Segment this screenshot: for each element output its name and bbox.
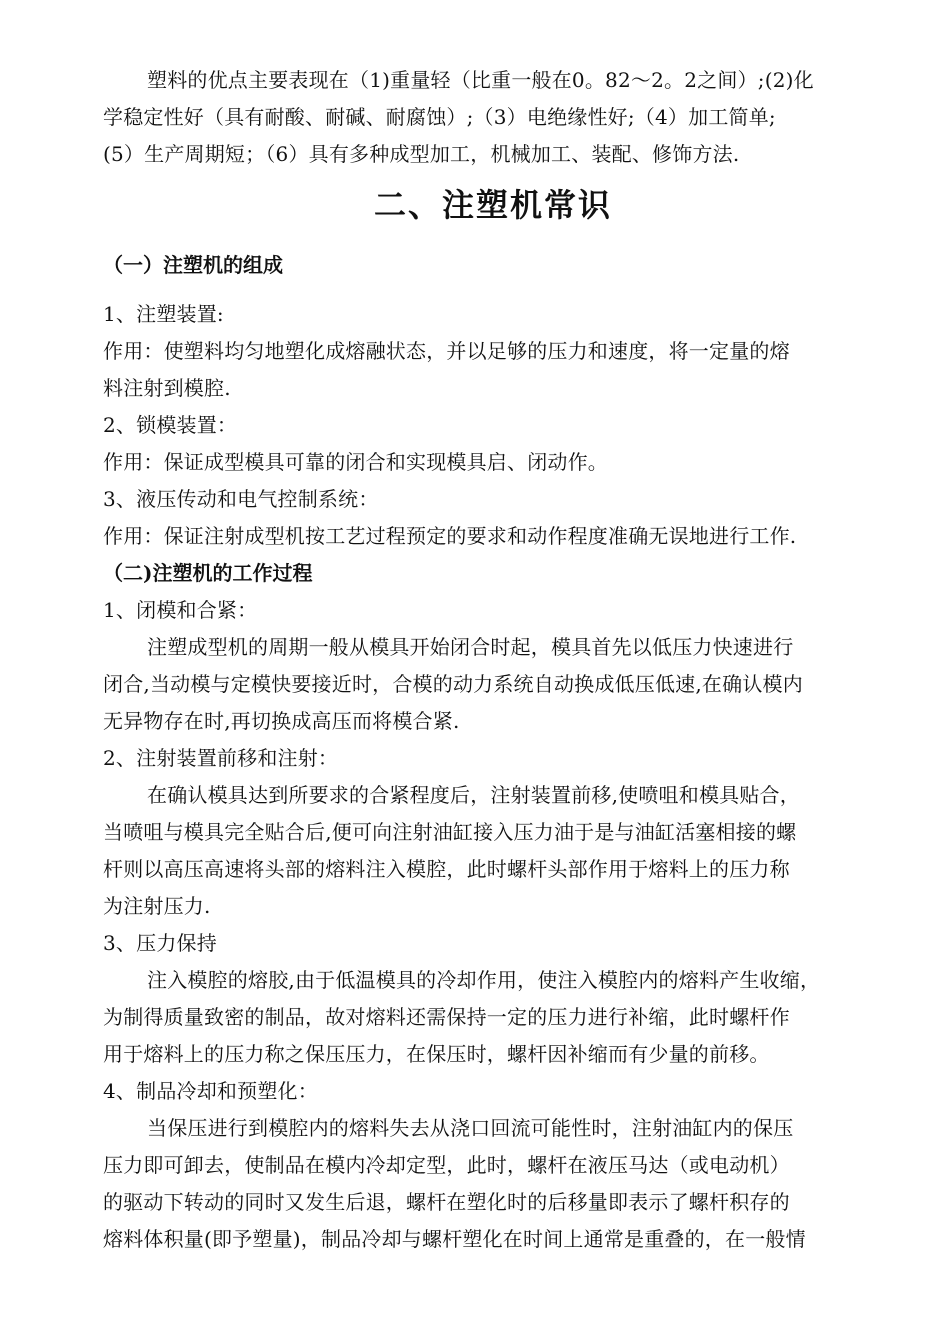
paragraph-line: 闭合,当动模与定模快要接近时，合模的动力系统自动换成低压低速,在确认模内 (103, 672, 803, 696)
paragraph-line: 熔料体积量(即予塑量)，制品冷却与螺杆塑化在时间上通常是重叠的，在一般情 (103, 1227, 806, 1251)
item-clamping-unit (103, 407, 883, 481)
item-title: 1、闭模和合紧： (103, 598, 258, 622)
paragraph-line: 作用：保证成型模具可靠的闭合和实现模具启、闭动作。 (103, 450, 608, 474)
paragraph-line: 的驱动下转动的同时又发生后退，螺杆在塑化时的后移量即表示了螺杆积存的 (103, 1190, 790, 1214)
paragraph-line: 当保压进行到模腔内的熔料失去从浇口回流可能性时，注射油缸内的保压 (147, 1116, 794, 1140)
step-injection (103, 740, 883, 925)
item-title: 4、制品冷却和预塑化： (103, 1079, 318, 1103)
item-title: 1、注塑装置: (103, 302, 224, 326)
intro-paragraph (103, 62, 883, 173)
paragraph-line: 作用：保证注射成型机按工艺过程预定的要求和动作程度准确无误地进行工作. (103, 524, 797, 548)
paragraph-line: 当喷咀与模具完全贴合后,便可向注射油缸接入压力油于是与油缸活塞相接的螺 (103, 820, 797, 844)
paragraph-line: 为注射压力. (103, 894, 211, 918)
paragraph-line: 作用：使塑料均匀地塑化成熔融状态，并以足够的压力和速度，将一定量的熔 (103, 339, 790, 363)
paragraph-line: 学稳定性好（具有耐酸、耐碱、耐腐蚀）;（3）电绝缘性好;（4）加工简单; (103, 105, 776, 129)
paragraph-line: 注入模腔的熔胶,由于低温模具的冷却作用，使注入模腔内的熔料产生收缩， (147, 968, 821, 992)
item-injection-unit (103, 296, 883, 407)
item-hydraulic-electric (103, 481, 883, 555)
step-cooling-plasticizing (103, 1073, 883, 1258)
paragraph-line: 塑料的优点主要表现在（1)重量轻（比重一般在0。82～2。2之间）;(2)化 (147, 68, 814, 92)
paragraph-line: 无异物存在时,再切换成高压而将模合紧. (103, 709, 460, 733)
document-page (103, 62, 883, 1258)
paragraph-line: 压力即可卸去，使制品在模内冷却定型，此时，螺杆在液压马达（或电动机） (103, 1153, 790, 1177)
section-title: 二、注塑机常识 (373, 186, 612, 224)
paragraph-line: 杆则以高压高速将头部的熔料注入模腔，此时螺杆头部作用于熔料上的压力称 (103, 857, 790, 881)
step-pressure-holding (103, 925, 883, 1073)
part-composition (103, 247, 883, 555)
paragraph-line: 在确认模具达到所要求的合紧程度后，注射装置前移,使喷咀和模具贴合， (147, 783, 800, 807)
paragraph-line: 用于熔料上的压力称之保压压力，在保压时，螺杆因补缩而有少量的前移。 (103, 1042, 770, 1066)
subsection-heading: （二)注塑机的工作过程 (103, 561, 313, 585)
item-title: 3、液压传动和电气控制系统： (103, 487, 379, 511)
paragraph-line: (5）生产周期短；（6）具有多种成型加工，机械加工、装配、修饰方法. (103, 142, 740, 166)
step-mold-closing (103, 592, 883, 740)
paragraph-line: 料注射到模腔. (103, 376, 231, 400)
item-title: 2、锁模装置： (103, 413, 238, 437)
part-work-process (103, 555, 883, 1258)
item-title: 2、注射装置前移和注射： (103, 746, 339, 770)
paragraph-line: 为制得质量致密的制品，故对熔料还需保持一定的压力进行补缩，此时螺杆作 (103, 1005, 790, 1029)
paragraph-line: 注塑成型机的周期一般从模具开始闭合时起，模具首先以低压力快速进行 (147, 635, 794, 659)
subsection-heading: （一）注塑机的组成 (103, 253, 283, 277)
item-title: 3、压力保持 (103, 931, 217, 955)
